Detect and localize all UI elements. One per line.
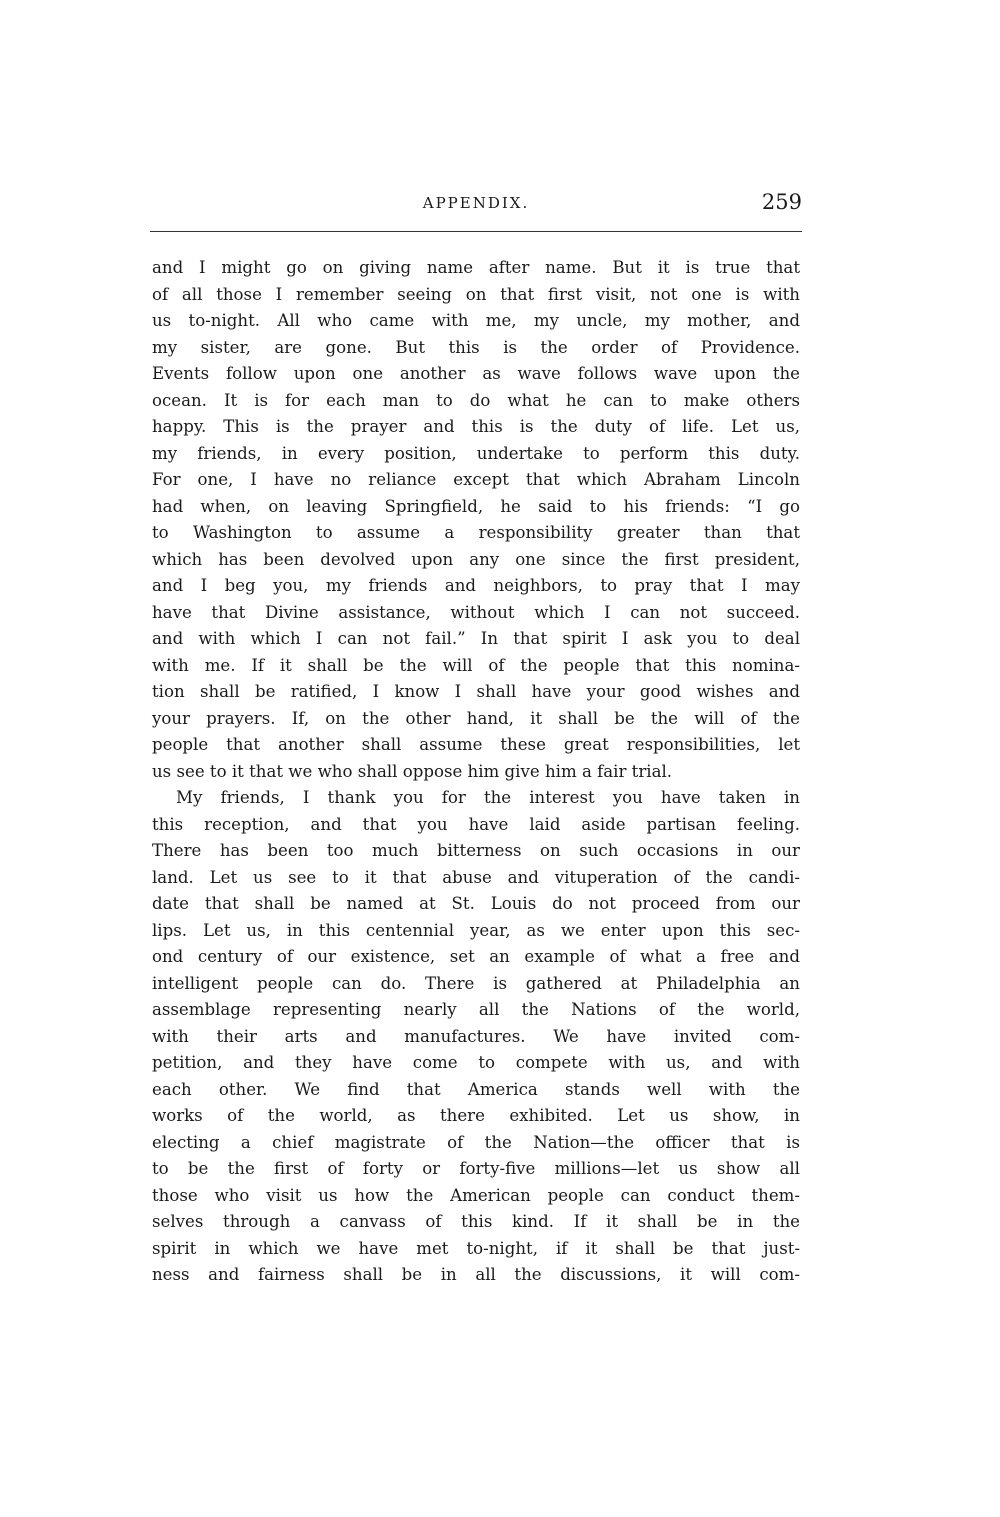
text-line: my sister, are gone. But this is the order of Providence. [152,337,800,357]
text-line: Events follow upon one another as wave follows wave upon the [152,364,800,383]
text-line: with me. If it shall be the will of the people that this nomina- [152,655,800,675]
text-line: land. Let us see to it that abuse and vituperation of the candi- [152,867,800,887]
text-line: this reception, and that you have laid aside partisan feeling. [152,814,800,834]
text-line: had when, on leaving Springfield, he said to his friends: “I go [152,496,800,516]
text-line: ness and fairness shall be in all the discussions, it will com- [152,1265,800,1284]
text-line: petition, and they have come to compete with us, and with [152,1053,800,1072]
text-line: My friends, I thank you for the interest you have taken in [176,788,800,807]
text-line: us to-night. All who came with me, my uncle, my mother, and [152,311,800,330]
text-line: happy. This is the prayer and this is the duty of life. Let us, [152,417,800,436]
text-line: There has been too much bitterness on such occasions in our [152,841,800,860]
text-line: my friends, in every position, undertake to perform this duty. [152,443,800,463]
text-line: date that shall be named at St. Louis do not proceed from our [152,894,800,913]
text-line: each other. We find that America stands well with the [152,1079,800,1099]
text-line: spirit in which we have met to-night, if it shall be that just- [152,1238,800,1258]
text-line: us see to it that we who shall oppose him give him a fair trial. [152,761,673,781]
header-rule [150,231,802,232]
text-line: lips. Let us, in this centennial year, as we enter upon this sec- [152,920,800,940]
text-line: and I might go on giving name after name. But it is true that [152,258,800,277]
text-line: people that another shall assume these great responsibilities, let [152,735,800,754]
text-line: with their arts and manufactures. We have invited com- [152,1026,800,1046]
body-text [152,255,800,1289]
text-line: of all those I remember seeing on that first visit, not one is with [152,284,800,304]
text-line: to be the first of forty or forty-five millions—let us show all [152,1159,800,1178]
text-line: which has been devolved upon any one since the first president, [152,549,800,569]
text-line: For one, I have no reliance except that which Abraham Lincoln [152,470,800,489]
text-line: electing a chief magistrate of the Nation—the officer that is [152,1132,800,1152]
text-line: and I beg you, my friends and neighbors, to pray that I may [152,576,800,595]
text-line: those who visit us how the American people can conduct them- [152,1185,800,1205]
text-line: works of the world, as there exhibited. Let us show, in [152,1106,800,1125]
text-line: ocean. It is for each man to do what he can to make others [152,390,800,410]
page-number: 259 [761,190,802,214]
text-line: to Washington to assume a responsibility greater than that [152,523,800,542]
paragraph-1 [152,255,800,785]
text-line: tion shall be ratified, I know I shall have your good wishes and [152,682,800,701]
paragraph-2 [152,785,800,1289]
text-line: ond century of our existence, set an example of what a free and [152,947,800,966]
text-line: your prayers. If, on the other hand, it shall be the will of the [152,708,800,728]
text-line: and with which I can not fail.” In that spirit I ask you to deal [152,629,800,648]
text-line: assemblage representing nearly all the Nations of the world, [152,1000,800,1019]
running-head [150,190,802,220]
text-line: have that Divine assistance, without which I can not succeed. [152,602,800,622]
text-line: selves through a canvass of this kind. If it shall be in the [152,1212,800,1231]
text-line: intelligent people can do. There is gathered at Philadelphia an [152,973,800,993]
running-title: APPENDIX. [422,194,530,212]
